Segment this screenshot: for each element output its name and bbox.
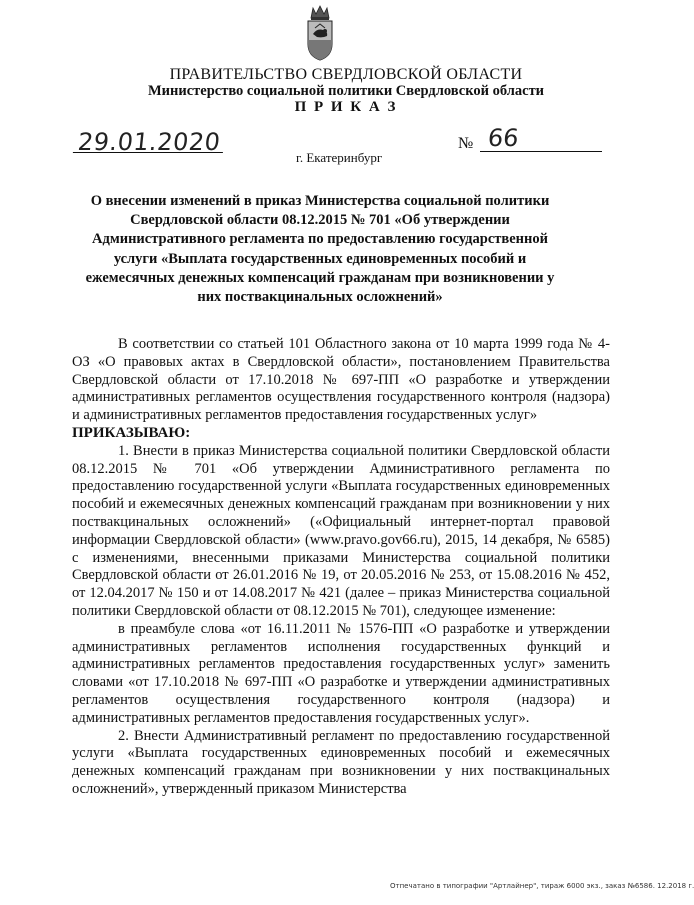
order-body [72, 336, 610, 799]
order-directive: ПРИКАЗЫВАЮ: [72, 424, 191, 441]
government-heading: ПРАВИТЕЛЬСТВО СВЕРДЛОВСКОЙ ОБЛАСТИ [169, 66, 523, 83]
city-label: г. Екатеринбург [296, 150, 383, 165]
item-1-change-paragraph: в преамбуле слова «от 16.11.2011 № 1576-ПП «О разработке и утверждении административных регламентов исполнения государственных функций и административных регламентов предоставления государственных услуг» заменить словами «от 17.10.2018 № 697-ПП «О разработке и утверждении административных регламентов осуществления государственного контроля (надзора) и административных регламентов предоставления государственных услуг». [72, 620, 610, 726]
order-number: 66 [486, 124, 521, 152]
order-date-value: 29.01.2020 [76, 128, 222, 156]
coat-of-arms-icon [303, 4, 337, 62]
document-type-heading: П Р И К А З [294, 99, 398, 115]
item-1-paragraph: 1. Внести в приказ Министерства социальной политики Свердловской области 08.12.2015 № 701 «Об утверждении Административного регламента по предоставлению государственной услуги «Выплата государственных единовременных пособий и ежемесячных денежных компенсаций гражданам при возникновении у них поствакцинальных осложнений» («Официальный интернет-портал правовой информации Свердловской области» (www.pravo.gov66.ru), 2015, 14 декабря, № 6585) с изменениями, внесенными приказами Министерства социальной политики Свердловской области от 26.01.2016 № 19, от 20.05.2016 № 253, от 15.08.2016 № 452, от 12.04.2017 № 150 и от 14.08.2017 № 421 (далее – приказ Министерства социальной политики Свердловской области от 08.12.2015 № 701), следующее изменение: [72, 442, 610, 619]
item-2-paragraph: 2. Внести Административный регламент по предоставлению государственной услуги «Выплата государственных единовременных пособий и ежемесячных денежных компенсаций гражданам при возникновении у них поствакцинальных осложнений», утвержденный приказом Министерства [72, 727, 610, 797]
print-footer: Отпечатано в типографии "Артлайнер", тираж 6000 экз., заказ №6586. 12.2018 г. [390, 882, 694, 890]
order-title: О внесении изменений в приказ Министерства социальной политики Свердловской области 08.12.2015 № 701 «Об утверждении Административного регламента по предоставлению государственной услуги «Выплата государственных единовременных пособий и ежемесячных денежных компенсаций гражданам при возникновении у них поствакцинальных осложнений» [85, 193, 555, 306]
order-date [77, 128, 222, 156]
number-underline [480, 151, 602, 152]
ministry-heading: Министерство социальной политики Свердловской области [147, 83, 545, 99]
number-sign: № [458, 135, 474, 152]
date-underline [73, 152, 223, 153]
preamble-paragraph: В соответствии со статьей 101 Областного закона от 10 марта 1999 года № 4-ОЗ «О правовых актах в Свердловской области», постановлением Правительства Свердловской области от 17.10.2018 № 697-ПП «О разработке и утверждении административных регламентов осуществления государственного контроля (надзора) и административных регламентов предоставления государственных услуг» [72, 336, 610, 424]
